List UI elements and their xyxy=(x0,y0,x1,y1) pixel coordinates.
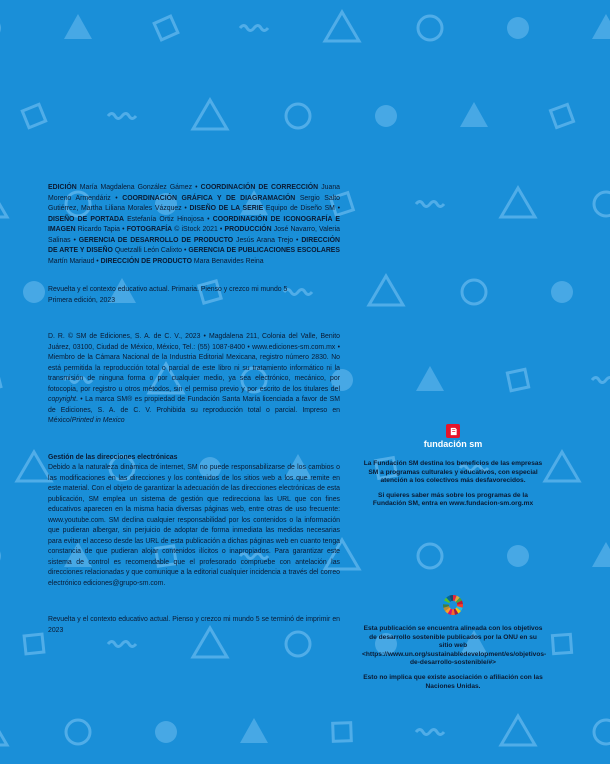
directions-body: Debido a la naturaleza dinámica de internet, SM no puede responsabilizarse de los cambios o las modificaciones en las direcciones y los contenidos de los sitios web a los que remite en este material. Con el objeto de garantizar la adecuación de las direcciones electrónicas de esta publicación, SM emplea un sistema de gestión que redirecciona las URL que con fines educativos aparecen en la misma hacia diversas páginas web, entre otras de uso frecuente: www.youtube.com. SM declina cualquier responsabilidad por los contenidos o la información que pudieran albergar, sin perjuicio de adoptar de forma inmediata las medidas necesarias para evitar el acceso desde las URL de esta publicación a dichas páginas web en cuanto tenga constancia de que pudieran alojar contenidos ilícitos o inapropiados. Para garantizar este sistema de control es recomendable que el profesorado compruebe con antelación las direcciones relacionadas y que comunique a la editorial cualquier incidencia a través del correo electrónico ediciones@grupo-sm.com. xyxy=(48,464,340,587)
legal-column xyxy=(48,183,340,636)
credit-gerencia-producto: GERENCIA DE DESARROLLO DE PRODUCTO Jesús Arana Trejo xyxy=(78,236,294,244)
ods-text-1: Esta publicación se encuentra alineada con los objetivos de desarrollo sostenible publicados por la ONU en su sitio web <https://www.un.org/sustainabledevelopment/es/objetivos-de-desarrollo-sostenible/#> xyxy=(362,625,547,667)
credit-correccion: COORDINACIÓN DE CORRECCIÓN Juana Moreno Armendáriz xyxy=(48,184,341,202)
fundacion-sm-logo xyxy=(362,424,544,449)
credits-block: EDICIÓN María Magdalena González Gámez • COORDINACIÓN DE CORRECCIÓN Juana Moreno Armendáriz • COORDINACIÓN GRÁFICA Y DE DIAGRAMACIÓN Sergio Salto Gutiérrez, Martha Liliana Morales Vázquez • DISEÑO DE LA SERIE Equipo de Diseño SM • DISEÑO DE PORTADA Estefanía Ortiz Hinojosa • COORDINACIÓN DE ICONOGRAFÍA E IMAGEN Ricardo Tapia • FOTOGRAFÍA © iStock 2021 • PRODUCCIÓN José Navarro, Valeria Salinas • GERENCIA DE DESARROLLO DE PRODUCTO Jesús Arana Trejo • DIRECCIÓN DE ARTE Y DISEÑO Quetzalli León Calixto • GERENCIA DE PUBLICACIONES ESCOLARES Martín Mariaud • DIRECCIÓN DE PRODUCTO Mara Benavides Reina xyxy=(48,184,341,265)
credit-arte-diseno: DIRECCIÓN DE ARTE Y DISEÑO Quetzalli León Calixto xyxy=(48,236,340,254)
edition-info: Revuelta y el contexto educativo actual. Primaria. Pienso y crezco mi mundo 5 Primera edición, 2023 xyxy=(48,286,288,304)
logo-text: fundación sm xyxy=(423,439,483,450)
credit-diseno-portada: DISEÑO DE PORTADA Estefanía Ortiz Hinojosa xyxy=(48,215,204,223)
directions-title: Gestión de las direcciones electrónicas xyxy=(48,453,178,461)
credit-diseno-serie: DISEÑO DE LA SERIE Equipo de Diseño SM xyxy=(189,205,335,212)
credit-publicaciones: GERENCIA DE PUBLICACIONES ESCOLARES Martín Mariaud xyxy=(48,247,340,265)
credit-fotografia: FOTOGRAFÍA © iStock 2021 xyxy=(126,226,218,233)
copyright-notice: D. R. © SM de Ediciones, S. A. de C. V., 2023 • Magdalena 211, Colonia del Valle, Benito Juárez, 03100, Ciudad de México, México, Tel.: (55) 1087-8400 • www.ediciones-sm.com.mx • Miembro de la Cámara Nacional de la Industria Editorial Mexicana, registro número 2830. No está permitida la reproducción total o parcial de este libro ni su tratamiento informático ni la transmisión de ninguna forma o por cualquier medio, ya sea electrónico, mecánico, por fotocopia, por registro u otros métodos, sin el permiso previo y por escrito de los titulares del copyright. • La marca SM® es propiedad de Fundación Santa María licenciada a favor de SM de Ediciones, S. A. de C. V. Prohibida su reproducción total o parcial. Impreso en México/Printed in Mexico xyxy=(48,333,340,424)
printing-note: Revuelta y el contexto educativo actual. Pienso y crezco mi mundo 5 se terminó de imprimir en 2023 xyxy=(48,616,340,634)
foundation-text-1: La Fundación SM destina los beneficios de las empresas SM a programas culturales y educativos, con especial atención a los colectivos más desfavorecidos. xyxy=(363,460,543,485)
sdg-wheel-icon xyxy=(443,595,463,615)
foundation-text-2: Si quieres saber más sobre los programas de la Fundación SM, entra en www.fundacion-sm.org.mx xyxy=(372,491,534,508)
sm-book-icon xyxy=(446,424,460,438)
ods-text-2: Esto no implica que existe asociación o afiliación con las Naciones Unidas. xyxy=(363,673,543,690)
credit-direccion-producto: DIRECCIÓN DE PRODUCTO Mara Benavides Reina xyxy=(100,257,264,265)
credit-edicion: EDICIÓN María Magdalena González Gámez xyxy=(48,184,193,191)
credit-produccion: PRODUCCIÓN José Navarro, Valeria Salinas xyxy=(48,226,340,244)
credit-iconografia: COORDINACIÓN DE ICONOGRAFÍA E IMAGEN Ricardo Tapia xyxy=(48,215,340,233)
ods-info xyxy=(362,595,547,697)
credit-diagramacion: COORDINACIÓN GRÁFICA Y DE DIAGRAMACIÓN Sergio Salto Gutiérrez, Martha Liliana Morales Vázquez xyxy=(48,194,340,212)
foundation-info xyxy=(362,460,544,515)
